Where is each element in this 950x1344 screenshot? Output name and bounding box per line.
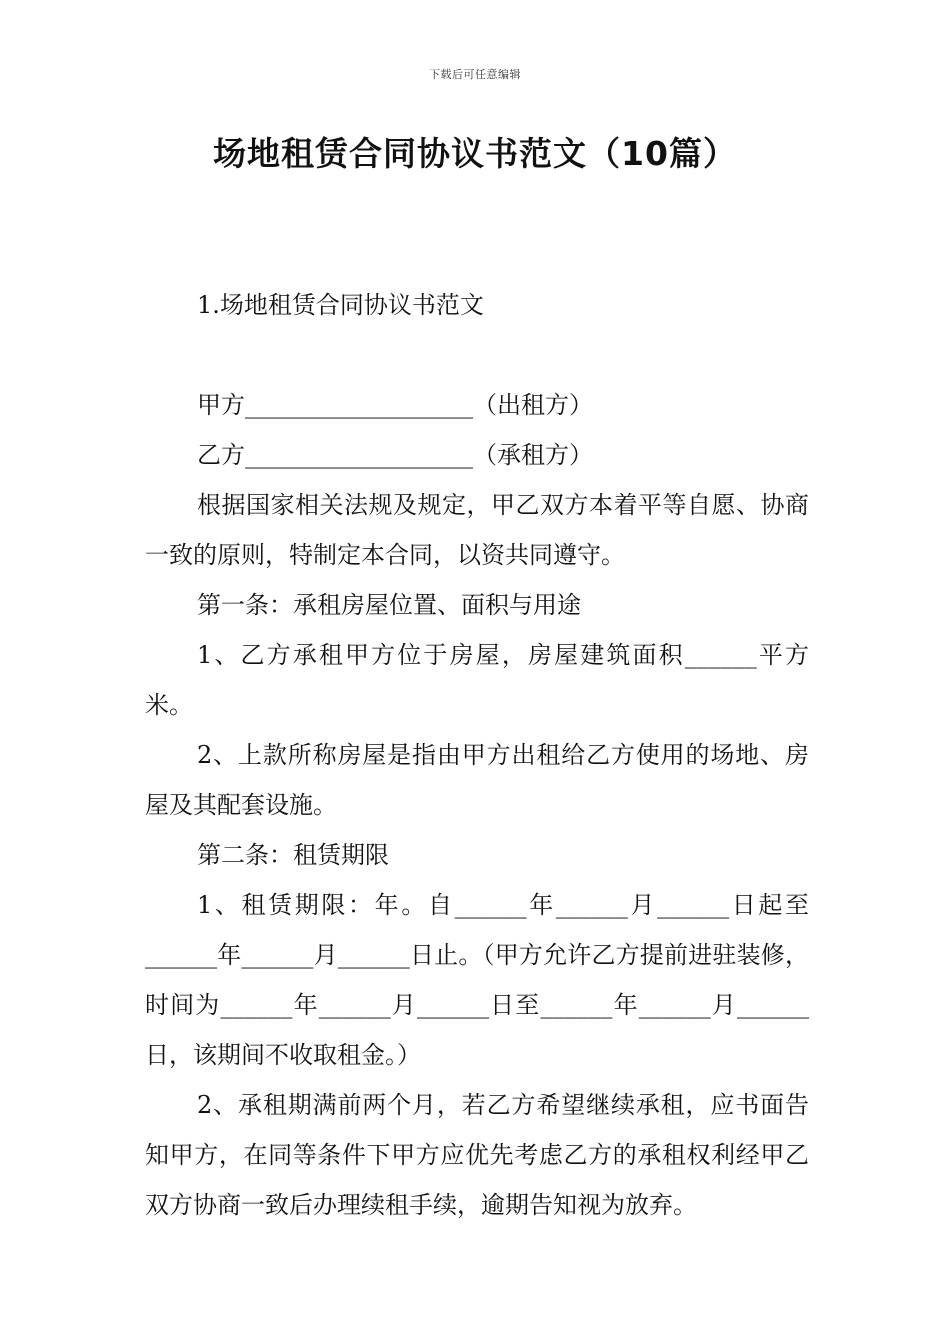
article-2-clause-2: 2、承租期满前两个月，若乙方希望继续承租，应书面告知甲方，在同等条件下甲方应优先考虑乙方的承租权利经甲乙双方协商一致后办理续租手续，逾期告知视为放弃。	[145, 1091, 809, 1219]
header-note: 下载后可任意编辑	[429, 68, 521, 81]
party-b-line: 乙方___________________（承租方）	[197, 441, 593, 469]
section-heading: 1.场地租赁合同协议书范文	[197, 291, 484, 319]
article-1-clause-2: 2、上款所称房屋是指由甲方出租给乙方使用的场地、房屋及其配套设施。	[145, 741, 809, 819]
article-2-clause-1: 1、租赁期限：年。自______年______月______日起至______年______月______日止。（甲方允许乙方提前进驻装修，时间为______年______月______日至______年______月______日，该期间不收取租金。）	[145, 891, 809, 1069]
document-title: 场地租赁合同协议书范文（10篇）	[213, 134, 737, 173]
document-body	[145, 280, 809, 1230]
party-a-line: 甲方___________________（出租方）	[197, 391, 593, 419]
article-1-clause-1: 1、乙方承租甲方位于房屋，房屋建筑面积______平方米。	[145, 641, 809, 719]
preamble-paragraph: 根据国家相关法规及规定，甲乙双方本着平等自愿、协商一致的原则，特制定本合同，以资共同遵守。	[145, 491, 809, 569]
article-1-heading: 第一条：承租房屋位置、面积与用途	[197, 591, 581, 619]
article-2-heading: 第二条：租赁期限	[197, 841, 389, 869]
